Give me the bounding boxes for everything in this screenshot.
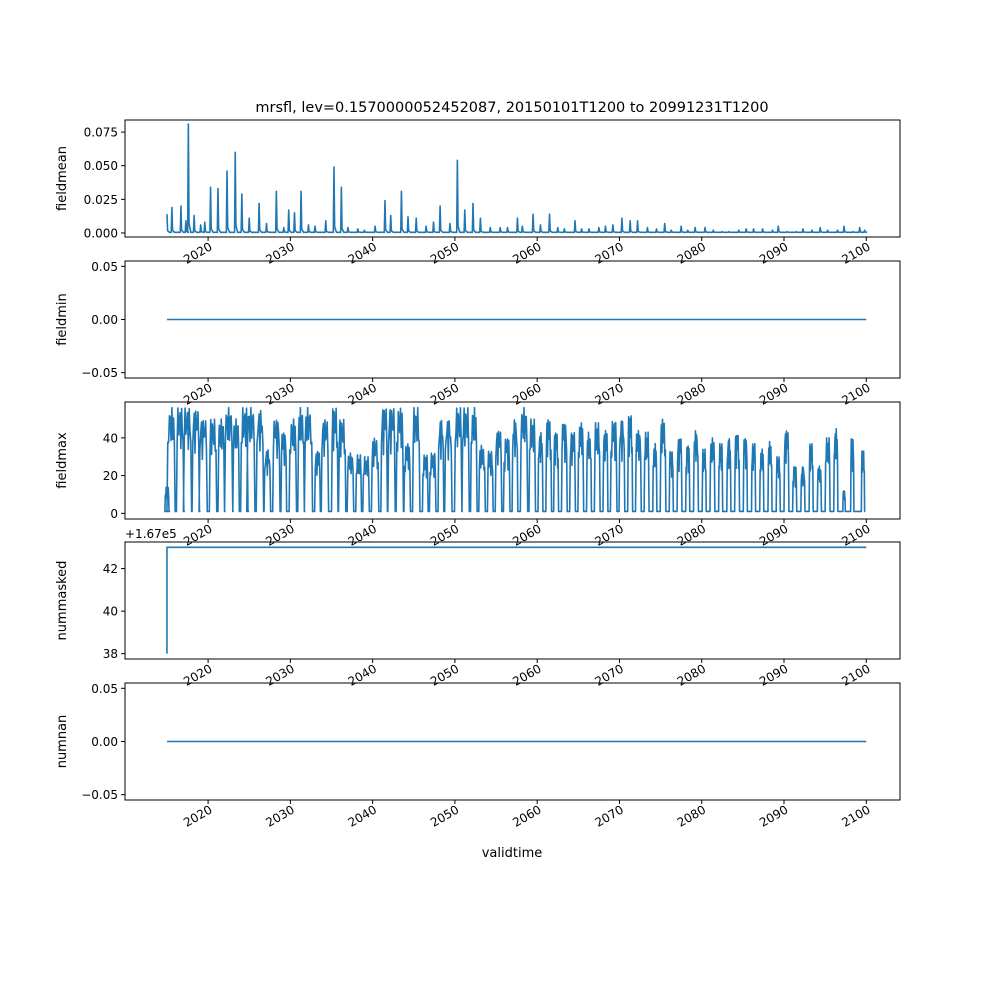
x-tick-label: 2070 [592,661,626,689]
chart-panel-fieldmin [55,260,900,408]
y-tick-label: 0.00 [91,313,118,327]
y-tick-label: 0 [110,506,118,521]
x-tick-label: 2050 [427,661,462,689]
x-tick-label: 2100 [839,802,873,830]
y-tick-label: 20 [102,469,118,484]
x-tick-label: 2060 [510,802,544,830]
x-tick-label: 2030 [263,802,297,830]
series-line-fieldmean [167,124,867,232]
x-tick-label: 2060 [510,380,544,408]
x-tick-label: 2060 [510,239,544,267]
y-tick-label: 0.05 [91,681,118,696]
chart-panel-fieldmean [55,120,900,267]
x-tick-label: 2060 [510,521,544,549]
x-tick-label: 2100 [839,380,873,408]
x-tick-label: 2040 [345,802,380,830]
x-tick-label: 2050 [427,802,462,830]
y-axis-label: numnan [55,714,70,769]
x-tick-label: 2070 [592,380,626,408]
x-tick-label: 2020 [181,239,215,267]
y-tick-label: 40 [102,431,118,446]
x-tick-label: 2080 [674,661,709,689]
x-tick-label: 2090 [757,239,791,267]
x-tick-label: 2100 [839,661,873,689]
x-tick-label: 2050 [427,380,462,408]
y-tick-label: −0.05 [81,366,118,381]
plot-frame [125,542,900,659]
x-tick-label: 2050 [427,521,462,549]
series-line-nummasked [167,547,866,653]
chart-panel-numnan [55,682,900,830]
y-offset-label: +1.67e5 [125,527,177,541]
panels [55,120,900,830]
x-tick-label: 2040 [345,380,380,408]
x-tick-label: 2090 [757,802,791,830]
y-axis-label: nummasked [55,560,70,641]
x-axis-label: validtime [481,846,543,861]
x-tick-label: 2040 [345,661,380,689]
y-tick-label: 0.075 [83,125,118,140]
x-tick-label: 2020 [181,802,215,830]
y-axis-label: fieldmean [55,146,70,211]
chart-panel-nummasked [55,527,900,689]
y-tick-label: 40 [102,604,118,619]
y-axis-label: fieldmin [55,293,70,346]
x-tick-label: 2070 [592,521,626,549]
x-tick-label: 2060 [510,661,544,689]
x-tick-label: 2030 [263,239,297,267]
x-tick-label: 2080 [674,239,709,267]
x-tick-label: 2020 [181,521,215,549]
x-tick-label: 2030 [263,661,297,689]
y-tick-label: 0.050 [83,159,118,174]
x-tick-label: 2090 [757,380,791,408]
x-tick-label: 2020 [181,661,215,689]
x-tick-label: 2080 [674,380,709,408]
x-tick-label: 2070 [592,239,626,267]
x-tick-label: 2020 [181,380,215,408]
x-tick-label: 2090 [757,521,791,549]
x-tick-label: 2080 [674,521,709,549]
x-tick-label: 2070 [592,802,626,830]
x-tick-label: 2030 [263,380,297,408]
figure-title: mrsfl, lev=0.1570000052452087, 20150101T1200 to 20991231T1200 [255,100,769,116]
y-tick-label: −0.05 [81,788,118,803]
x-tick-label: 2090 [757,661,791,689]
x-tick-label: 2080 [674,802,709,830]
y-tick-label: 0.00 [91,735,118,749]
y-tick-label: 0.05 [91,259,118,274]
x-tick-label: 2040 [345,239,380,267]
y-tick-label: 0.000 [83,226,118,241]
y-tick-label: 38 [102,647,118,662]
x-tick-label: 2050 [427,239,462,267]
x-tick-label: 2040 [345,521,380,549]
chart-panel-fieldmax [55,402,900,549]
x-tick-label: 2100 [839,521,873,549]
x-tick-label: 2100 [839,239,873,267]
x-tick-label: 2030 [263,521,297,549]
series-line-fieldmax [165,408,865,512]
y-tick-label: 0.025 [83,192,118,207]
y-tick-label: 42 [102,562,118,577]
y-axis-label: fieldmax [55,432,70,489]
